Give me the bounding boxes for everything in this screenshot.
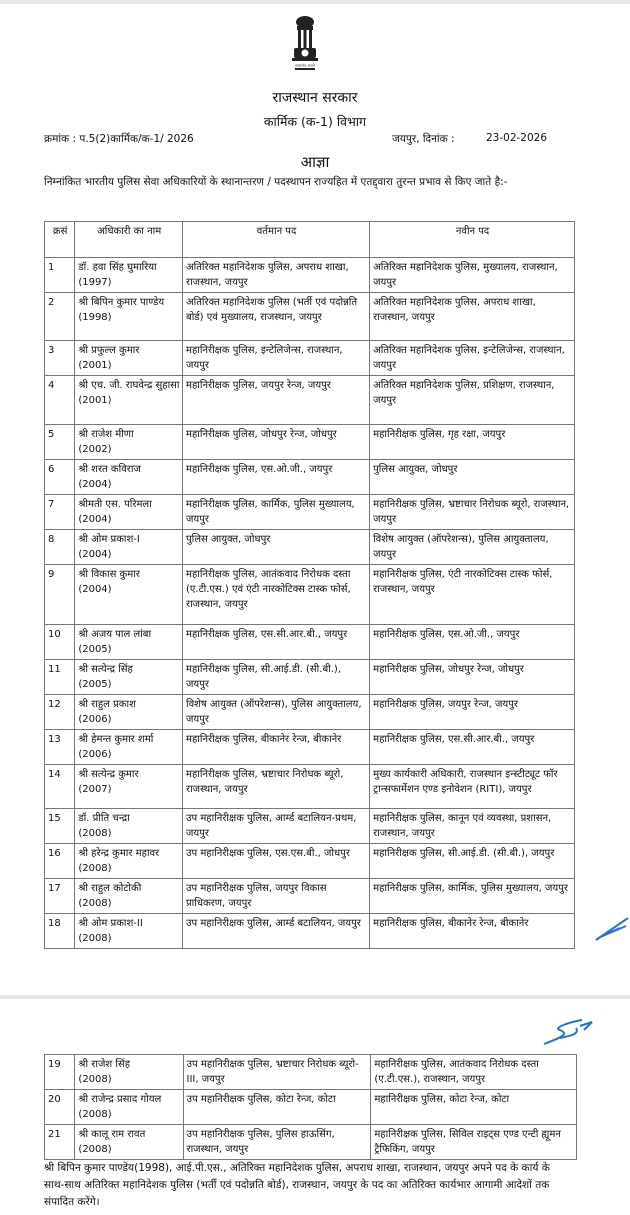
cell-sno: 7	[45, 495, 75, 530]
cell-officer-name	[75, 565, 183, 625]
cell-current-post: अतिरिक्त महानिदेशक पुलिस (भर्ती एवं पदोन्नति बोर्ड) एवं मुख्यालय, राजस्थान, जयपुर	[182, 293, 369, 341]
government-title: राजस्थान सरकार	[272, 90, 358, 106]
table-row	[45, 660, 575, 695]
officer-batch: (2006)	[78, 749, 112, 760]
table-row	[45, 460, 575, 495]
officer-batch: (2008)	[78, 1144, 112, 1155]
cell-officer-name	[75, 765, 183, 809]
cell-officer-name	[75, 293, 183, 341]
officer-name: श्री शरत कविराज	[78, 464, 141, 475]
officer-batch: (2001)	[78, 360, 112, 371]
officer-batch: (2006)	[78, 714, 112, 725]
officer-name: श्री राहुल कोटोकी	[78, 883, 142, 894]
page-top-edge	[0, 0, 630, 4]
cell-sno: 15	[45, 809, 75, 844]
cell-current-post: महानिरीक्षक पुलिस, इन्टेलिजेन्स, राजस्थान, जयपुर	[182, 341, 369, 376]
department-title: कार्मिक (क-1) विभाग	[263, 114, 367, 129]
cell-officer-name	[75, 660, 183, 695]
cell-sno: 14	[45, 765, 75, 809]
table-row	[45, 530, 575, 565]
officer-batch: (2007)	[78, 784, 112, 795]
cell-current-post: उप महानिरीक्षक पुलिस, भ्रष्टाचार निरोधक ब्यूरो-III, जयपुर	[183, 1055, 371, 1090]
cell-officer-name	[75, 530, 183, 565]
page-break	[0, 995, 630, 999]
officer-batch: (2005)	[78, 679, 112, 690]
officer-name: श्री सत्येन्द्र कुमार	[78, 769, 139, 780]
table-row	[45, 1125, 577, 1160]
table-row	[45, 341, 575, 376]
table-row	[45, 1055, 577, 1090]
cell-current-post: महानिरीक्षक पुलिस, आतंकवाद निरोधक दस्ता (ए.टी.एस.) एवं एंटी नारकोटिक्स टास्क फोर्स, राजस्थान, जयपुर	[182, 565, 369, 625]
table-row	[45, 730, 575, 765]
cell-officer-name	[75, 425, 183, 460]
table-row	[45, 293, 575, 341]
cell-sno: 10	[45, 625, 75, 660]
reference-value: प.5(2)कार्मिक/क-1/ 2026	[79, 133, 194, 145]
cell-new-post: महानिरीक्षक पुलिस, एस.सी.आर.बी., जयपुर	[370, 730, 575, 765]
cell-current-post: उप महानिरीक्षक पुलिस, आर्म्ड बटालियन, जयपुर	[182, 914, 369, 949]
cell-sno: 17	[45, 879, 75, 914]
cell-new-post: महानिरीक्षक पुलिस, सी.आई.डी. (सी.बी.), जयपुर	[370, 844, 575, 879]
col-header-new-post: नवीन पद	[370, 222, 575, 258]
cell-sno: 19	[45, 1055, 75, 1090]
order-date: 23-02-2026	[486, 132, 548, 144]
officer-batch: (2008)	[78, 863, 112, 874]
cell-new-post: पुलिस आयुक्त, जोधपुर	[370, 460, 575, 495]
cell-current-post: पुलिस आयुक्त, जोधपुर	[182, 530, 369, 565]
table-row	[45, 425, 575, 460]
cell-new-post: महानिरीक्षक पुलिस, कार्मिक, पुलिस मुख्यालय, जयपुर	[370, 879, 575, 914]
officer-name: श्री ओम प्रकाश-II	[78, 918, 143, 929]
cell-current-post: महानिरीक्षक पुलिस, जयपुर रेन्ज, जयपुर	[182, 376, 369, 425]
cell-officer-name	[75, 730, 183, 765]
cell-current-post: उप महानिरीक्षक पुलिस, कोटा रेन्ज, कोटा	[183, 1090, 371, 1125]
cell-current-post: महानिरीक्षक पुलिस, जोधपुर रेन्ज, जोधपुर	[182, 425, 369, 460]
cell-officer-name	[75, 376, 183, 425]
officer-batch: (2002)	[78, 444, 112, 455]
reference-number	[44, 132, 194, 146]
signature-mark	[592, 912, 630, 946]
officer-batch: (2004)	[78, 514, 112, 525]
table-row	[45, 914, 575, 949]
cell-current-post: महानिरीक्षक पुलिस, एस.सी.आर.बी., जयपुर	[182, 625, 369, 660]
cell-new-post: महानिरीक्षक पुलिस, कानून एवं व्यवस्था, प्रशासन, राजस्थान, जयपुर	[370, 809, 575, 844]
cell-current-post: उप महानिरीक्षक पुलिस, जयपुर विकास प्राधिकरण, जयपुर	[182, 879, 369, 914]
cell-new-post: महानिरीक्षक पुलिस, कोटा रेन्ज, कोटा	[371, 1090, 577, 1125]
officer-name: श्री सत्येन्द्र सिंह	[78, 664, 133, 675]
officer-batch: (2008)	[78, 933, 112, 944]
order-title: आज्ञा	[300, 153, 330, 171]
cell-current-post: विशेष आयुक्त (ऑपरेशन्स), पुलिस आयुक्तालय, जयपुर	[182, 695, 369, 730]
table-row	[45, 565, 575, 625]
cell-current-post: महानिरीक्षक पुलिस, कार्मिक, पुलिस मुख्यालय, जयपुर	[182, 495, 369, 530]
signature-initials	[540, 1016, 600, 1050]
cell-current-post: महानिरीक्षक पुलिस, भ्रष्टाचार निरोधक ब्यूरो, राजस्थान, जयपुर	[182, 765, 369, 809]
table-row	[45, 809, 575, 844]
cell-sno: 21	[45, 1125, 75, 1160]
transfer-table-continued	[44, 1054, 577, 1160]
officer-batch: (2008)	[78, 1109, 112, 1120]
cell-new-post: अतिरिक्त महानिदेशक पुलिस, अपराध शाखा, राजस्थान, जयपुर	[370, 293, 575, 341]
cell-new-post: महानिरीक्षक पुलिस, एंटी नारकोटिक्स टास्क फोर्स, राजस्थान, जयपुर	[370, 565, 575, 625]
svg-text:सत्यमेव जयते: सत्यमेव जयते	[295, 63, 315, 68]
officer-name: डॉ. प्रीति चन्द्रा	[78, 813, 130, 824]
table-row	[45, 879, 575, 914]
officer-name: डॉ. हवा सिंह घुमारिया	[78, 262, 157, 273]
cell-officer-name	[75, 809, 183, 844]
officer-batch: (2004)	[78, 479, 112, 490]
cell-new-post: महानिरीक्षक पुलिस, जोधपुर रेन्ज, जोधपुर	[370, 660, 575, 695]
cell-sno: 9	[45, 565, 75, 625]
cell-current-post: महानिरीक्षक पुलिस, बीकानेर रेन्ज, बीकानेर	[182, 730, 369, 765]
officer-name: श्री राजेश सिंह	[78, 1059, 131, 1070]
cell-sno: 8	[45, 530, 75, 565]
officer-name: श्री राजेश मीणा	[78, 429, 134, 440]
cell-sno: 20	[45, 1090, 75, 1125]
cell-new-post: महानिरीक्षक पुलिस, एस.ओ.जी., जयपुर	[370, 625, 575, 660]
table-row	[45, 1090, 577, 1125]
officer-name: श्री अजय पाल लांबा	[78, 629, 152, 640]
officer-batch: (2008)	[78, 1074, 112, 1085]
cell-sno: 3	[45, 341, 75, 376]
officer-name: श्री कालू राम रावत	[78, 1129, 146, 1140]
cell-officer-name	[75, 1125, 183, 1160]
cell-sno: 2	[45, 293, 75, 341]
officer-name: श्री राहुल प्रकाश	[78, 699, 136, 710]
cell-new-post: अतिरिक्त महानिदेशक पुलिस, मुख्यालय, राजस्थान, जयपुर	[370, 258, 575, 293]
officer-batch: (2004)	[78, 549, 112, 560]
officer-name: श्री एच. जी. राघवेन्द्र सुहासा	[78, 380, 180, 391]
cell-officer-name	[75, 844, 183, 879]
table-row	[45, 695, 575, 730]
table-row	[45, 625, 575, 660]
officer-name: श्री हेमन्त कुमार शर्मा	[78, 734, 154, 745]
cell-officer-name	[75, 914, 183, 949]
cell-sno: 11	[45, 660, 75, 695]
col-header-current-post: वर्तमान पद	[182, 222, 369, 258]
cell-new-post: अतिरिक्त महानिदेशक पुलिस, इन्टेलिजेन्स, राजस्थान, जयपुर	[370, 341, 575, 376]
cell-new-post: महानिरीक्षक पुलिस, भ्रष्टाचार निरोधक ब्यूरो, राजस्थान, जयपुर	[370, 495, 575, 530]
cell-officer-name	[75, 1090, 183, 1125]
cell-new-post: मुख्य कार्यकारी अधिकारी, राजस्थान इन्स्टीट्यूट फॉर ट्रान्सफार्मेशन एण्ड इनोवेशन (RITI), जयपुर	[370, 765, 575, 809]
cell-new-post: अतिरिक्त महानिदेशक पुलिस, प्रशिक्षण, राजस्थान, जयपुर	[370, 376, 575, 425]
cell-new-post: महानिरीक्षक पुलिस, आतंकवाद निरोधक दस्ता (ए.टी.एस.), राजस्थान, जयपुर	[371, 1055, 577, 1090]
cell-officer-name	[75, 1055, 183, 1090]
cell-sno: 18	[45, 914, 75, 949]
cell-new-post: महानिरीक्षक पुलिस, गृह रक्षा, जयपुर	[370, 425, 575, 460]
cell-current-post: उप महानिरीक्षक पुलिस, एस.एस.बी., जोधपुर	[182, 844, 369, 879]
table-row	[45, 844, 575, 879]
cell-officer-name	[75, 460, 183, 495]
col-header-sno: क्रसं	[45, 222, 75, 258]
cell-sno: 13	[45, 730, 75, 765]
cell-officer-name	[75, 341, 183, 376]
transfer-table	[44, 221, 575, 949]
officer-batch: (2005)	[78, 644, 112, 655]
officer-name: श्री बिपिन कुमार पाण्डेय	[78, 297, 165, 308]
intro-paragraph: निम्नांकित भारतीय पुलिस सेवा अधिकारियों के स्थानान्तरण / पदस्थापन राज्यहित में एतद्द्वारा तुरन्त प्रभाव से किए जाते है:-	[44, 176, 508, 188]
additional-charge-note: श्री बिपिन कुमार पाण्डेय(1998), आई.पी.एस., अतिरिक्त महानिदेशक पुलिस, अपराध शाखा, राजस्थान, जयपुर अपने पद के कार्य के साथ-साथ अतिरिक्त महानिदेशक पुलिस (भर्ती एवं पदोन्नति बोर्ड), राजस्थान, जयपुर के पद का अतिरिक्त कार्यभार आगामी आदेशों तक संपादित करेंगे।	[44, 1162, 550, 1208]
table-row	[45, 765, 575, 809]
officer-batch: (1998)	[78, 312, 112, 323]
cell-new-post: महानिरीक्षक पुलिस, बीकानेर रेन्ज, बीकानेर	[370, 914, 575, 949]
cell-current-post: महानिरीक्षक पुलिस, एस.ओ.जी., जयपुर	[182, 460, 369, 495]
cell-current-post: उप महानिरीक्षक पुलिस, पुलिस हाऊसिंग, राजस्थान, जयपुर	[183, 1125, 371, 1160]
officer-name: श्रीमती एस. परिमला	[78, 499, 152, 510]
table-row	[45, 495, 575, 530]
officer-name: श्री हरेन्द्र कुमार महावर	[78, 848, 160, 859]
officer-batch: (2001)	[78, 395, 112, 406]
cell-officer-name	[75, 695, 183, 730]
table-row	[45, 258, 575, 293]
table-row	[45, 376, 575, 425]
place-date-label: जयपुर, दिनांक :	[392, 133, 455, 145]
national-emblem-icon	[288, 14, 322, 76]
cell-current-post: महानिरीक्षक पुलिस, सी.आई.डी. (सी.बी.), जयपुर	[182, 660, 369, 695]
officer-batch: (2008)	[78, 828, 112, 839]
table-header-row	[45, 222, 575, 258]
officer-name: श्री राजेन्द्र प्रसाद गोयल	[78, 1094, 162, 1105]
reference-label: क्रमांक :	[44, 133, 77, 145]
cell-sno: 12	[45, 695, 75, 730]
officer-batch: (2004)	[78, 584, 112, 595]
cell-officer-name	[75, 625, 183, 660]
cell-current-post: उप महानिरीक्षक पुलिस, आर्म्ड बटालियन-प्रथम, जयपुर	[182, 809, 369, 844]
cell-sno: 5	[45, 425, 75, 460]
cell-sno: 6	[45, 460, 75, 495]
cell-officer-name	[75, 495, 183, 530]
cell-sno: 16	[45, 844, 75, 879]
officer-name: श्री विकास कुमार	[78, 569, 140, 580]
cell-new-post: महानिरीक्षक पुलिस, सिविल राइट्स एण्ड एन्टी ह्यूमन ट्रैफिकिंग, जयपुर	[371, 1125, 577, 1160]
officer-batch: (2008)	[78, 898, 112, 909]
cell-sno: 1	[45, 258, 75, 293]
cell-sno: 4	[45, 376, 75, 425]
cell-new-post: महानिरीक्षक पुलिस, जयपुर रेन्ज, जयपुर	[370, 695, 575, 730]
cell-officer-name	[75, 879, 183, 914]
officer-name: श्री प्रफुल्ल कुमार	[78, 345, 140, 356]
col-header-name: अधिकारी का नाम	[75, 222, 183, 258]
cell-current-post: अतिरिक्त महानिदेशक पुलिस, अपराध शाखा, राजस्थान, जयपुर	[182, 258, 369, 293]
officer-batch: (1997)	[78, 277, 112, 288]
officer-name: श्री ओम प्रकाश-I	[78, 534, 140, 545]
cell-officer-name	[75, 258, 183, 293]
cell-new-post: विशेष आयुक्त (ऑपरेशन्स), पुलिस आयुक्तालय, जयपुर	[370, 530, 575, 565]
